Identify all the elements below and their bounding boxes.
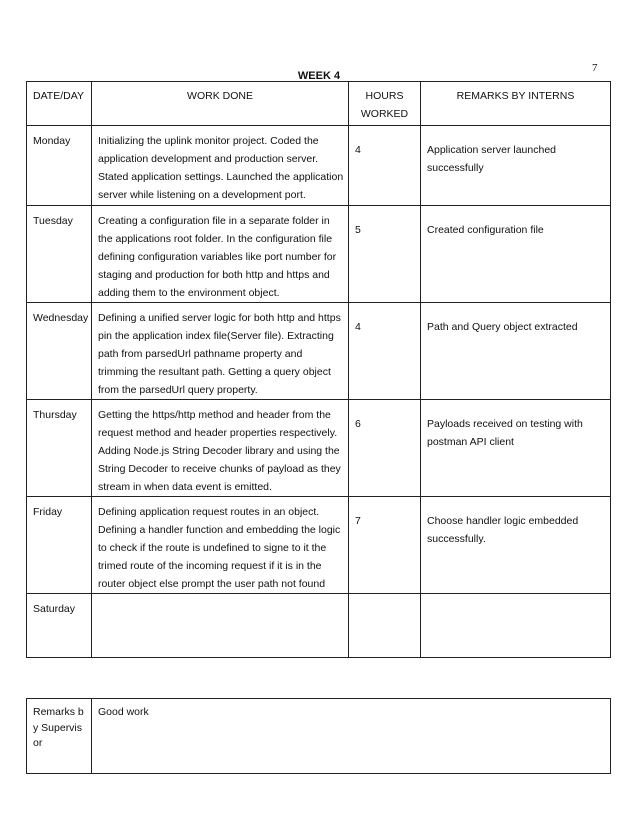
remarks-cell: Path and Query object extracted: [421, 303, 611, 400]
work-done-cell: Creating a configuration file in a separate folder in the applications root folder. In the configuration file defining configuration variables like port number for staging and production for both http and https and adding them to the environment object.: [92, 206, 349, 303]
table-row: [27, 594, 611, 658]
remarks-cell: Created configuration file: [421, 206, 611, 303]
supervisor-remarks-table: [26, 698, 611, 774]
day-cell: Saturday: [27, 594, 92, 658]
remarks-cell: Application server launched successfully: [421, 126, 611, 206]
day-cell: Wednesday: [27, 303, 92, 400]
hours-cell: 5: [349, 206, 421, 303]
header-date-day: DATE/DAY: [27, 82, 92, 126]
weekly-log-table: [26, 81, 611, 658]
remarks-cell: Choose handler logic embedded successfully.: [421, 497, 611, 594]
table-row: [27, 206, 611, 303]
hours-cell: [349, 594, 421, 658]
table-row: [27, 303, 611, 400]
header-remarks-by-interns: REMARKS BY INTERNS: [421, 82, 611, 126]
header-work-done: WORK DONE: [92, 82, 349, 126]
supervisor-remarks-value: Good work: [92, 699, 611, 774]
table-row: [27, 497, 611, 594]
week-title: WEEK 4: [297, 70, 341, 82]
page-number: 7: [592, 62, 598, 74]
day-cell: Thursday: [27, 400, 92, 497]
work-done-cell: Defining application request routes in an object. Defining a handler function and embedding the logic to check if the route is undefined to signe to it the trimed route of the incoming request if it is in the router object else prompt the user path not found: [92, 497, 349, 594]
work-done-cell: Initializing the uplink monitor project. Coded the application development and production server. Stated application settings. Launched the application server while listening on a development port.: [92, 126, 349, 206]
day-cell: Monday: [27, 126, 92, 206]
table-row: [27, 400, 611, 497]
day-cell: Tuesday: [27, 206, 92, 303]
work-done-cell: Getting the https/http method and header from the request method and header properties respectively. Adding Node.js String Decoder library and using the String Decoder to receive chunks of payload as they stream in when data event is emitted.: [92, 400, 349, 497]
work-done-cell: [92, 594, 349, 658]
hours-cell: 7: [349, 497, 421, 594]
header-hours-worked: HOURS WORKED: [349, 82, 421, 126]
hours-cell: 4: [349, 126, 421, 206]
remarks-cell: Payloads received on testing with postman API client: [421, 400, 611, 497]
remarks-cell: [421, 594, 611, 658]
hours-cell: 6: [349, 400, 421, 497]
supervisor-remarks-label: Remarks by Supervisor: [27, 699, 92, 774]
table-row: [27, 126, 611, 206]
supervisor-row: [27, 699, 611, 774]
day-cell: Friday: [27, 497, 92, 594]
work-done-cell: Defining a unified server logic for both http and https pin the application index file(Server file). Extracting path from parsedUrl pathname property and trimming the resultant path. Getting a query object from the parsedUrl query property.: [92, 303, 349, 400]
hours-cell: 4: [349, 303, 421, 400]
table-header-row: [27, 82, 611, 126]
